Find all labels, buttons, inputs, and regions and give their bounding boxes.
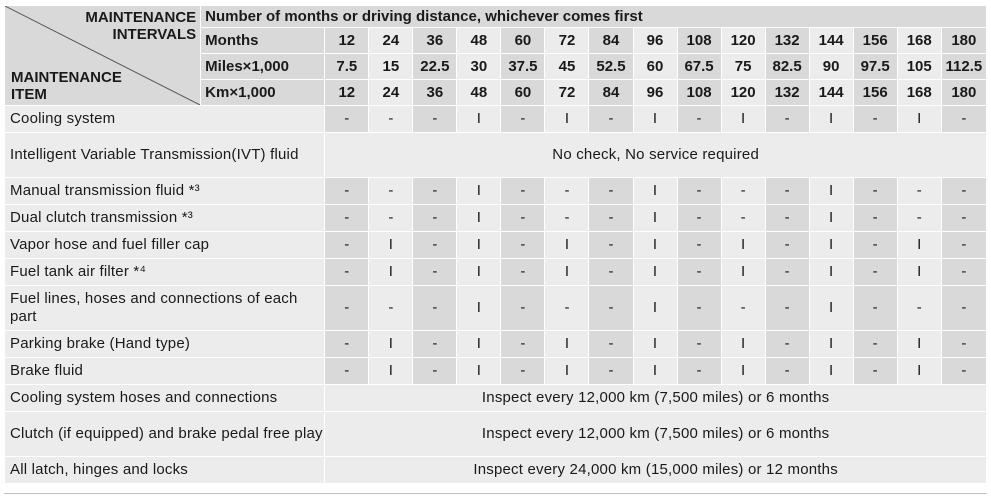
maintenance-item-name: Cooling system hoses and connections bbox=[5, 385, 325, 412]
maintenance-item-name: Brake fluid bbox=[5, 358, 325, 385]
maintenance-table bbox=[4, 5, 987, 484]
schedule-cell: I bbox=[457, 106, 501, 133]
schedule-cell: I bbox=[545, 106, 589, 133]
km-cell: 72 bbox=[545, 80, 589, 106]
months-label: Months bbox=[201, 28, 325, 54]
schedule-cell: - bbox=[325, 178, 369, 205]
corner-bottom-line1: MAINTENANCE bbox=[11, 69, 122, 86]
schedule-cell: - bbox=[501, 259, 545, 286]
months-cell: 156 bbox=[853, 28, 897, 54]
km-cell: 24 bbox=[369, 80, 413, 106]
schedule-cell: - bbox=[589, 178, 633, 205]
interval-note: Inspect every 24,000 km (15,000 miles) or 12 months bbox=[325, 457, 987, 484]
schedule-cell: - bbox=[545, 178, 589, 205]
schedule-cell: I bbox=[721, 259, 765, 286]
schedule-cell: I bbox=[545, 232, 589, 259]
schedule-cell: - bbox=[853, 205, 897, 232]
schedule-cell: I bbox=[897, 106, 941, 133]
maintenance-item-name: Intelligent Variable Transmission(IVT) fluid bbox=[5, 133, 325, 178]
miles-cell: 112.5 bbox=[941, 54, 986, 80]
table-row bbox=[5, 232, 987, 259]
months-cell: 12 bbox=[325, 28, 369, 54]
bottom-rule bbox=[4, 493, 987, 494]
schedule-cell: I bbox=[809, 286, 853, 331]
schedule-cell: - bbox=[677, 286, 721, 331]
schedule-cell: - bbox=[941, 259, 986, 286]
schedule-cell: - bbox=[765, 205, 809, 232]
miles-cell: 52.5 bbox=[589, 54, 633, 80]
maintenance-items bbox=[5, 106, 987, 484]
miles-label: Miles×1,000 bbox=[201, 54, 325, 80]
schedule-cell: I bbox=[369, 358, 413, 385]
schedule-cell: - bbox=[677, 232, 721, 259]
km-cell: 48 bbox=[457, 80, 501, 106]
months-cell: 108 bbox=[677, 28, 721, 54]
schedule-cell: - bbox=[501, 106, 545, 133]
maintenance-item-name: All latch, hinges and locks bbox=[5, 457, 325, 484]
schedule-cell: I bbox=[457, 178, 501, 205]
miles-cell: 82.5 bbox=[765, 54, 809, 80]
corner-bottom-line2: ITEM bbox=[11, 86, 47, 103]
miles-cell: 60 bbox=[633, 54, 677, 80]
schedule-cell: - bbox=[545, 286, 589, 331]
schedule-cell: I bbox=[809, 106, 853, 133]
miles-cell: 22.5 bbox=[413, 54, 457, 80]
maintenance-item-name: Dual clutch transmission *³ bbox=[5, 205, 325, 232]
schedule-cell: - bbox=[721, 205, 765, 232]
schedule-cell: - bbox=[369, 286, 413, 331]
schedule-cell: - bbox=[325, 286, 369, 331]
corner-top-line1: MAINTENANCE bbox=[85, 9, 197, 26]
schedule-cell: - bbox=[941, 178, 986, 205]
months-cell: 60 bbox=[501, 28, 545, 54]
schedule-cell: I bbox=[633, 358, 677, 385]
schedule-cell: - bbox=[853, 178, 897, 205]
schedule-cell: - bbox=[941, 358, 986, 385]
km-cell: 180 bbox=[941, 80, 986, 106]
schedule-cell: - bbox=[413, 178, 457, 205]
km-label: Km×1,000 bbox=[201, 80, 325, 106]
schedule-cell: - bbox=[325, 331, 369, 358]
km-cell: 120 bbox=[721, 80, 765, 106]
schedule-cell: - bbox=[501, 331, 545, 358]
miles-cell: 75 bbox=[721, 54, 765, 80]
schedule-cell: - bbox=[501, 178, 545, 205]
schedule-cell: - bbox=[677, 259, 721, 286]
schedule-cell: - bbox=[677, 331, 721, 358]
km-cell: 144 bbox=[809, 80, 853, 106]
schedule-cell: I bbox=[633, 232, 677, 259]
schedule-cell: - bbox=[941, 331, 986, 358]
schedule-cell: I bbox=[369, 259, 413, 286]
months-cell: 84 bbox=[589, 28, 633, 54]
schedule-cell: - bbox=[897, 178, 941, 205]
interval-note: Inspect every 12,000 km (7,500 miles) or 6 months bbox=[325, 385, 987, 412]
schedule-cell: I bbox=[457, 286, 501, 331]
schedule-cell: - bbox=[369, 106, 413, 133]
schedule-cell: - bbox=[325, 205, 369, 232]
schedule-cell: - bbox=[721, 178, 765, 205]
schedule-cell: - bbox=[765, 331, 809, 358]
schedule-cell: - bbox=[677, 358, 721, 385]
schedule-cell: - bbox=[325, 106, 369, 133]
schedule-cell: - bbox=[501, 286, 545, 331]
miles-cell: 30 bbox=[457, 54, 501, 80]
months-cell: 36 bbox=[413, 28, 457, 54]
table-row bbox=[5, 178, 987, 205]
schedule-cell: - bbox=[589, 205, 633, 232]
interval-title: Number of months or driving distance, whichever comes first bbox=[201, 6, 987, 28]
schedule-cell: I bbox=[457, 358, 501, 385]
schedule-cell: - bbox=[853, 259, 897, 286]
schedule-cell: - bbox=[897, 205, 941, 232]
maintenance-item-name: Fuel lines, hoses and connections of each part bbox=[5, 286, 325, 331]
maintenance-item-name: Cooling system bbox=[5, 106, 325, 133]
schedule-cell: I bbox=[369, 331, 413, 358]
km-cell: 168 bbox=[897, 80, 941, 106]
schedule-cell: - bbox=[765, 286, 809, 331]
schedule-cell: I bbox=[721, 232, 765, 259]
schedule-cell: - bbox=[589, 106, 633, 133]
corner-header-cell bbox=[5, 6, 201, 106]
schedule-cell: - bbox=[853, 358, 897, 385]
schedule-cell: - bbox=[853, 106, 897, 133]
months-cell: 180 bbox=[941, 28, 986, 54]
km-cell: 108 bbox=[677, 80, 721, 106]
table-row bbox=[5, 412, 987, 457]
schedule-cell: - bbox=[589, 286, 633, 331]
schedule-cell: I bbox=[721, 358, 765, 385]
km-cell: 12 bbox=[325, 80, 369, 106]
months-cell: 120 bbox=[721, 28, 765, 54]
months-cell: 96 bbox=[633, 28, 677, 54]
km-cell: 36 bbox=[413, 80, 457, 106]
schedule-cell: - bbox=[941, 106, 986, 133]
schedule-cell: - bbox=[765, 232, 809, 259]
schedule-cell: I bbox=[457, 232, 501, 259]
table-row bbox=[5, 286, 987, 331]
schedule-cell: - bbox=[897, 286, 941, 331]
corner-top-line2: INTERVALS bbox=[112, 26, 197, 43]
schedule-cell: - bbox=[501, 205, 545, 232]
maintenance-item-label bbox=[11, 69, 122, 103]
schedule-cell: I bbox=[809, 232, 853, 259]
schedule-cell: I bbox=[721, 106, 765, 133]
maintenance-item-name: Fuel tank air filter *⁴ bbox=[5, 259, 325, 286]
schedule-cell: I bbox=[809, 358, 853, 385]
schedule-cell: - bbox=[545, 205, 589, 232]
interval-note: No check, No service required bbox=[325, 133, 987, 178]
schedule-cell: - bbox=[589, 331, 633, 358]
maintenance-item-name: Manual transmission fluid *³ bbox=[5, 178, 325, 205]
schedule-cell: - bbox=[325, 358, 369, 385]
schedule-cell: - bbox=[325, 259, 369, 286]
schedule-cell: I bbox=[457, 331, 501, 358]
table-row bbox=[5, 106, 987, 133]
schedule-cell: - bbox=[765, 358, 809, 385]
schedule-cell: I bbox=[633, 331, 677, 358]
interval-note: Inspect every 12,000 km (7,500 miles) or 6 months bbox=[325, 412, 987, 457]
table-row bbox=[5, 259, 987, 286]
table-row bbox=[5, 358, 987, 385]
schedule-cell: - bbox=[853, 286, 897, 331]
table-row bbox=[5, 133, 987, 178]
schedule-cell: - bbox=[765, 259, 809, 286]
schedule-cell: I bbox=[633, 286, 677, 331]
schedule-cell: - bbox=[677, 178, 721, 205]
km-cell: 84 bbox=[589, 80, 633, 106]
schedule-cell: - bbox=[765, 178, 809, 205]
schedule-cell: - bbox=[413, 106, 457, 133]
miles-cell: 97.5 bbox=[853, 54, 897, 80]
schedule-cell: I bbox=[545, 358, 589, 385]
schedule-cell: I bbox=[545, 331, 589, 358]
maintenance-item-name: Parking brake (Hand type) bbox=[5, 331, 325, 358]
schedule-cell: I bbox=[369, 232, 413, 259]
schedule-cell: I bbox=[633, 205, 677, 232]
schedule-cell: - bbox=[721, 286, 765, 331]
schedule-cell: I bbox=[633, 106, 677, 133]
km-cell: 60 bbox=[501, 80, 545, 106]
maintenance-intervals-label bbox=[85, 9, 196, 43]
schedule-cell: I bbox=[897, 331, 941, 358]
schedule-cell: - bbox=[413, 232, 457, 259]
schedule-cell: - bbox=[413, 259, 457, 286]
schedule-cell: I bbox=[457, 205, 501, 232]
schedule-cell: - bbox=[941, 286, 986, 331]
km-cell: 96 bbox=[633, 80, 677, 106]
miles-cell: 90 bbox=[809, 54, 853, 80]
months-cell: 132 bbox=[765, 28, 809, 54]
schedule-cell: - bbox=[369, 205, 413, 232]
schedule-cell: I bbox=[633, 178, 677, 205]
schedule-cell: - bbox=[677, 205, 721, 232]
months-cell: 168 bbox=[897, 28, 941, 54]
schedule-cell: - bbox=[765, 106, 809, 133]
schedule-cell: - bbox=[413, 286, 457, 331]
schedule-cell: - bbox=[501, 232, 545, 259]
miles-cell: 45 bbox=[545, 54, 589, 80]
table-row bbox=[5, 457, 987, 484]
schedule-cell: - bbox=[413, 331, 457, 358]
schedule-cell: I bbox=[897, 232, 941, 259]
km-cell: 132 bbox=[765, 80, 809, 106]
miles-cell: 37.5 bbox=[501, 54, 545, 80]
schedule-cell: - bbox=[589, 358, 633, 385]
schedule-cell: - bbox=[853, 232, 897, 259]
schedule-cell: I bbox=[809, 331, 853, 358]
schedule-cell: - bbox=[501, 358, 545, 385]
schedule-cell: - bbox=[677, 106, 721, 133]
schedule-cell: - bbox=[941, 232, 986, 259]
miles-cell: 67.5 bbox=[677, 54, 721, 80]
schedule-cell: - bbox=[853, 331, 897, 358]
schedule-cell: I bbox=[457, 259, 501, 286]
schedule-cell: - bbox=[325, 232, 369, 259]
table-row bbox=[5, 331, 987, 358]
schedule-cell: I bbox=[633, 259, 677, 286]
schedule-cell: - bbox=[413, 358, 457, 385]
miles-cell: 15 bbox=[369, 54, 413, 80]
schedule-cell: - bbox=[589, 232, 633, 259]
table-row bbox=[5, 385, 987, 412]
months-cell: 48 bbox=[457, 28, 501, 54]
schedule-cell: - bbox=[413, 205, 457, 232]
schedule-cell: I bbox=[721, 331, 765, 358]
km-cell: 156 bbox=[853, 80, 897, 106]
months-cell: 72 bbox=[545, 28, 589, 54]
schedule-cell: - bbox=[589, 259, 633, 286]
months-cell: 144 bbox=[809, 28, 853, 54]
miles-cell: 7.5 bbox=[325, 54, 369, 80]
schedule-cell: I bbox=[809, 205, 853, 232]
schedule-cell: I bbox=[897, 259, 941, 286]
miles-cell: 105 bbox=[897, 54, 941, 80]
months-cell: 24 bbox=[369, 28, 413, 54]
schedule-cell: I bbox=[809, 259, 853, 286]
maintenance-item-name: Vapor hose and fuel filler cap bbox=[5, 232, 325, 259]
schedule-cell: I bbox=[545, 259, 589, 286]
schedule-cell: - bbox=[369, 178, 413, 205]
schedule-cell: I bbox=[897, 358, 941, 385]
schedule-cell: I bbox=[809, 178, 853, 205]
schedule-cell: - bbox=[941, 205, 986, 232]
maintenance-item-name: Clutch (if equipped) and brake pedal free play bbox=[5, 412, 325, 457]
table-row bbox=[5, 205, 987, 232]
